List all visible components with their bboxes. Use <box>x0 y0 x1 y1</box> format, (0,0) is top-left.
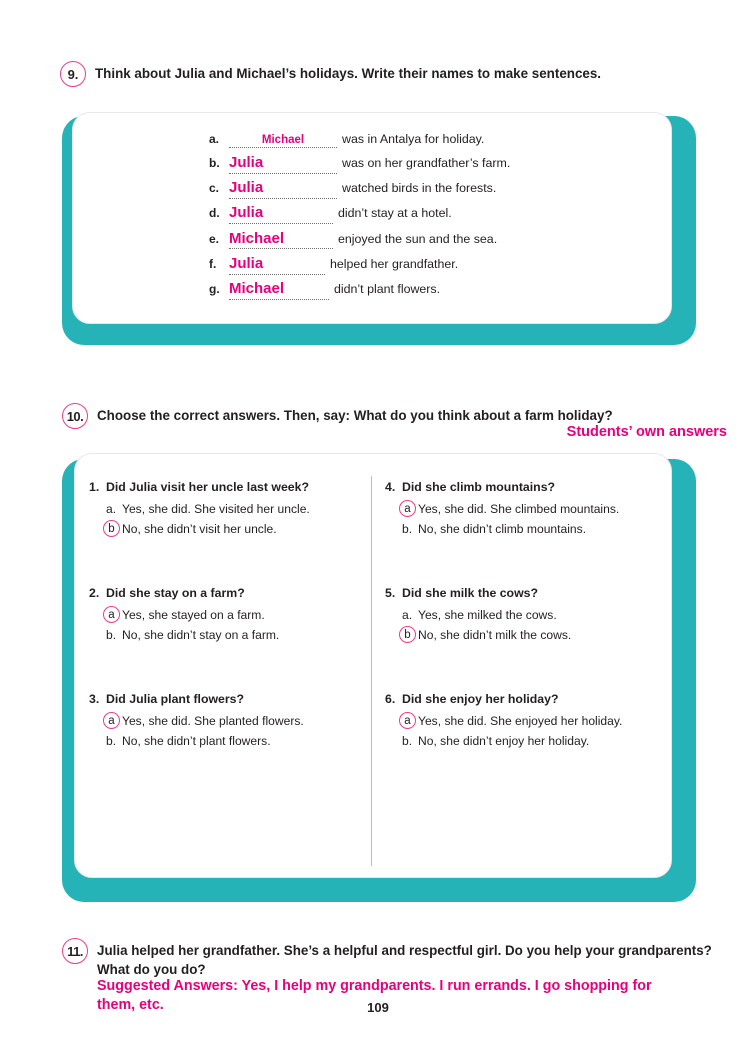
sentence-row <box>209 179 649 199</box>
answer-blank-g[interactable]: Michael <box>229 280 329 300</box>
sentence-text: didn’t plant flowers. <box>334 282 441 297</box>
sentence-row <box>209 132 649 148</box>
exercise-9-header <box>60 61 720 87</box>
question-number: 1. <box>89 480 100 494</box>
exercise-10-number: 10. <box>62 403 88 429</box>
column-divider <box>371 476 372 866</box>
answer-blank-c[interactable]: Julia <box>229 179 337 199</box>
question-text: Did she stay on a farm? <box>106 586 245 600</box>
answer-blank-d[interactable]: Julia <box>229 204 333 224</box>
sentence-row <box>209 280 649 300</box>
option-letter: a. <box>106 501 117 516</box>
sentence-row <box>209 204 649 224</box>
question-text: Did Julia visit her uncle last week? <box>106 480 309 494</box>
option-row-selected[interactable] <box>106 606 369 623</box>
question-number: 5. <box>385 586 396 600</box>
exercise-9-panel <box>72 112 672 324</box>
option-text: Yes, she stayed on a farm. <box>122 607 265 622</box>
option-text: Yes, she did. She planted flowers. <box>122 713 304 728</box>
option-letter-circled: a <box>399 712 416 729</box>
sentence-letter: b. <box>209 155 220 170</box>
question-text: Did she enjoy her holiday? <box>402 692 559 706</box>
option-text: Yes, she did. She climbed mountains. <box>418 501 620 516</box>
answer-blank-e[interactable]: Michael <box>229 230 333 250</box>
sentence-letter: g. <box>209 282 220 297</box>
option-text: Yes, she milked the cows. <box>418 607 557 622</box>
option-letter: b. <box>106 627 117 642</box>
option-letter-circled: b <box>103 520 120 537</box>
question-line <box>89 692 369 706</box>
page-number: 109 <box>367 1000 389 1015</box>
option-row-selected[interactable] <box>402 500 665 517</box>
questions-column-left <box>89 480 369 752</box>
sentence-text: didn’t stay at a hotel. <box>338 206 452 221</box>
option-letter: b. <box>402 521 413 536</box>
question-line <box>385 692 665 706</box>
question-text: Did she climb mountains? <box>402 480 556 494</box>
question-line <box>89 480 369 494</box>
question-line <box>385 480 665 494</box>
sentence-row <box>209 154 649 174</box>
option-row-selected[interactable] <box>402 626 665 643</box>
option-letter-circled: a <box>399 500 416 517</box>
answer-blank-a[interactable]: Michael <box>229 133 337 148</box>
option-row[interactable] <box>106 500 369 517</box>
questions-column-right <box>385 480 665 752</box>
question-line <box>89 586 369 600</box>
question-block-6 <box>385 692 665 749</box>
question-block-4 <box>385 480 665 537</box>
question-block-3 <box>89 692 369 749</box>
question-text: Did Julia plant flowers? <box>106 692 245 706</box>
option-letter: a. <box>402 607 413 622</box>
option-letter-circled: a <box>103 606 120 623</box>
question-block-5 <box>385 586 665 643</box>
sentence-letter: e. <box>209 231 220 246</box>
question-block-1 <box>89 480 369 537</box>
question-text: Did she milk the cows? <box>402 586 538 600</box>
option-text: No, she didn’t climb mountains. <box>418 521 587 536</box>
option-letter: b. <box>402 733 413 748</box>
option-letter-circled: a <box>103 712 120 729</box>
exercise-10-panel <box>74 453 672 878</box>
option-row-selected[interactable] <box>106 712 369 729</box>
sentence-letter: a. <box>209 132 220 146</box>
sentence-text: watched birds in the forests. <box>342 181 497 196</box>
sentence-text: helped her grandfather. <box>330 256 459 271</box>
option-row[interactable] <box>106 732 369 749</box>
option-row[interactable] <box>402 606 665 623</box>
option-text: No, she didn’t enjoy her holiday. <box>418 733 590 748</box>
exercise-11-answer[interactable]: Suggested Answers: Yes, I help my grandparents. I run errands. I go shopping for them, etc. <box>97 978 652 1014</box>
sentence-row <box>209 230 649 250</box>
exercise-9-title: Think about Julia and Michael’s holidays. Write their names to make sentences. <box>95 66 602 81</box>
option-text: Yes, she did. She enjoyed her holiday. <box>418 713 623 728</box>
question-number: 4. <box>385 480 396 494</box>
sentence-text: was in Antalya for holiday. <box>342 132 485 146</box>
question-block-2 <box>89 586 369 643</box>
option-row-selected[interactable] <box>106 520 369 537</box>
sentence-text: was on her grandfather’s farm. <box>342 155 511 170</box>
option-row[interactable] <box>106 626 369 643</box>
option-letter-circled: b <box>399 626 416 643</box>
exercise-11-title: Julia helped her grandfather. She’s a helpful and respectful girl. Do you help your grandparents? What do you do? <box>97 943 712 978</box>
option-letter: b. <box>106 733 117 748</box>
sentence-list <box>209 132 649 305</box>
question-line <box>385 586 665 600</box>
question-number: 2. <box>89 586 100 600</box>
exercise-10-note: Students’ own answers <box>566 424 727 440</box>
option-text: No, she didn’t stay on a farm. <box>122 627 280 642</box>
exercise-11-number: 11. <box>62 938 88 964</box>
question-number: 3. <box>89 692 100 706</box>
sentence-letter: f. <box>209 256 217 271</box>
question-number: 6. <box>385 692 396 706</box>
option-row[interactable] <box>402 520 665 537</box>
option-text: Yes, she did. She visited her uncle. <box>122 501 310 516</box>
exercise-10-title: Choose the correct answers. Then, say: What do you think about a farm holiday? <box>97 408 613 423</box>
sentence-letter: c. <box>209 181 220 196</box>
sentence-row <box>209 255 649 275</box>
sentence-letter: d. <box>209 206 220 221</box>
option-row-selected[interactable] <box>402 712 665 729</box>
option-text: No, she didn’t plant flowers. <box>122 733 271 748</box>
option-text: No, she didn’t milk the cows. <box>418 627 572 642</box>
option-text: No, she didn’t visit her uncle. <box>122 521 277 536</box>
option-row[interactable] <box>402 732 665 749</box>
exercise-9-number: 9. <box>60 61 86 87</box>
sentence-text: enjoyed the sun and the sea. <box>338 231 498 246</box>
answer-blank-f[interactable]: Julia <box>229 255 325 275</box>
exercise-11-header <box>62 938 722 980</box>
answer-blank-b[interactable]: Julia <box>229 154 337 174</box>
